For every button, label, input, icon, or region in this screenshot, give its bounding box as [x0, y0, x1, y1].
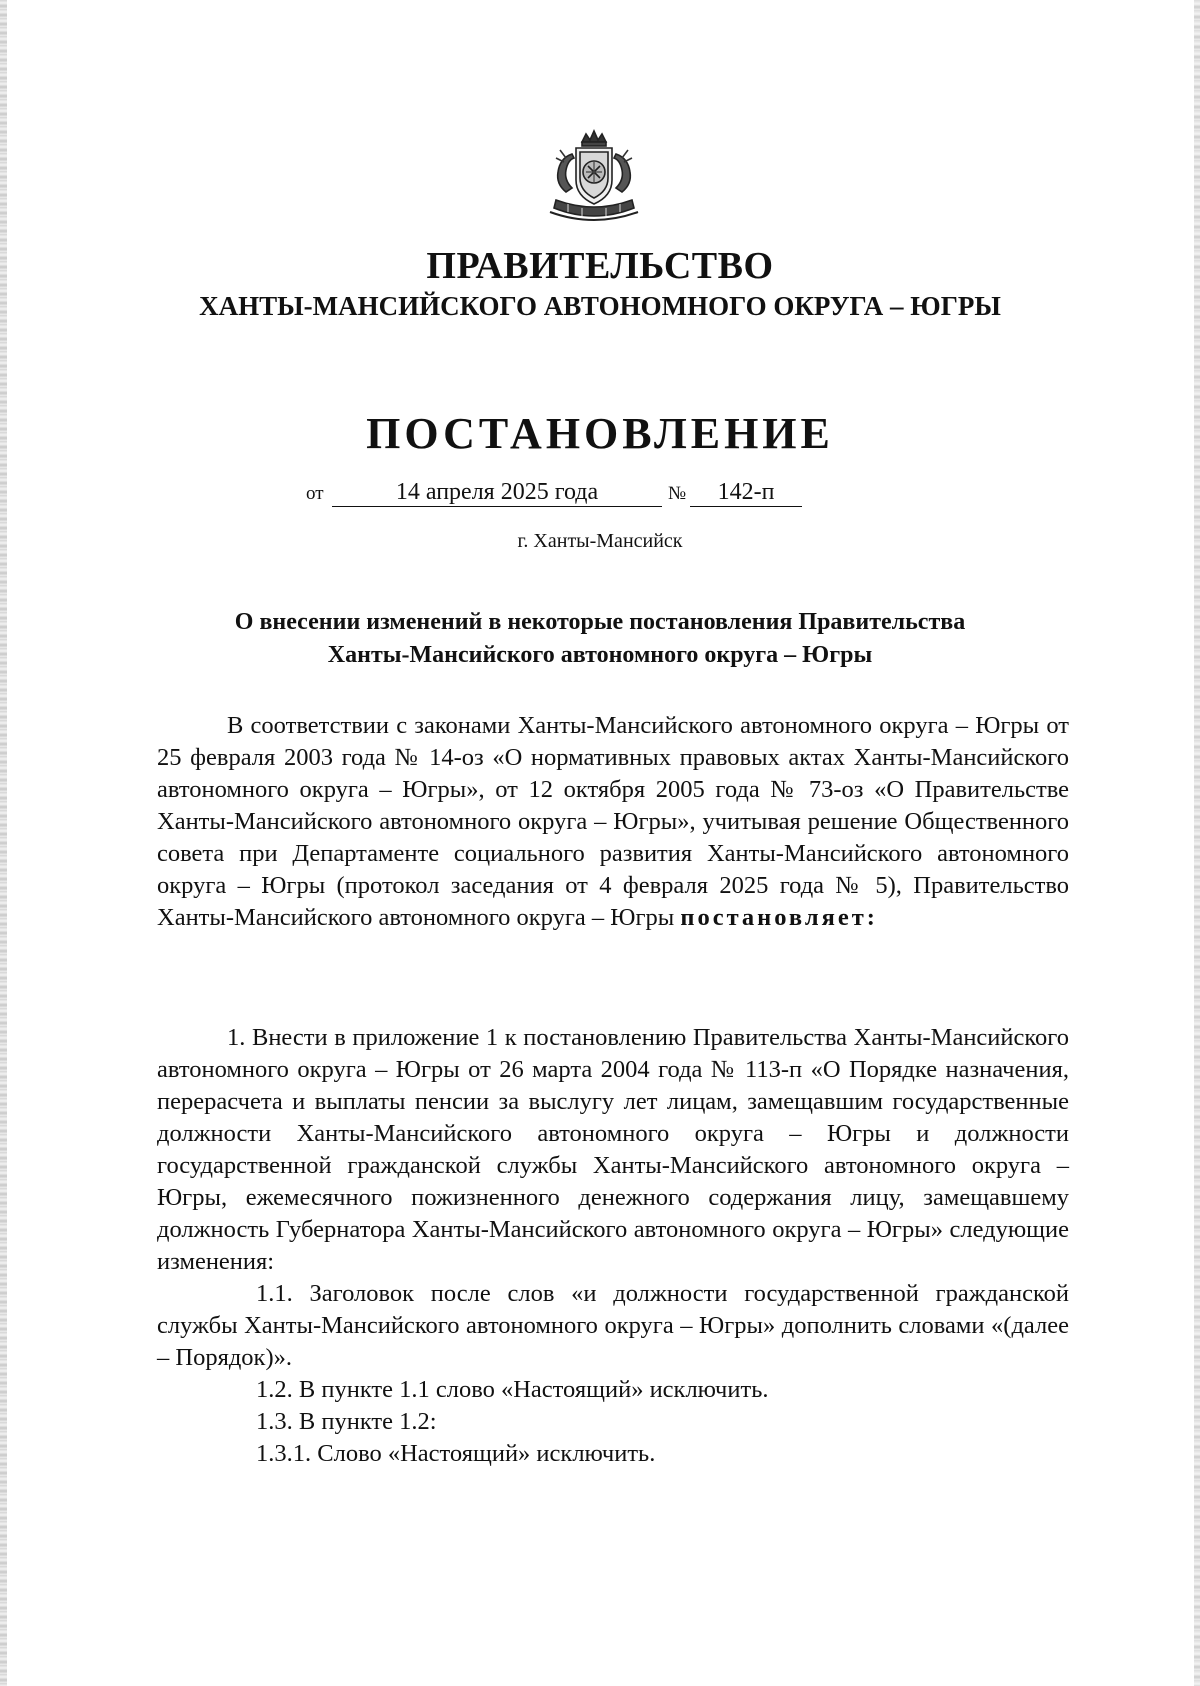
item-1-1: 1.1. Заголовок после слов «и должности государственной гражданской службы Ханты-Мансийского автономного округа – Югры» дополнить словами «(далее – Порядок)». [157, 1280, 1069, 1371]
date-prefix: от [306, 483, 324, 504]
document-number: 142-п [690, 476, 802, 507]
item-1-3: 1.3. В пункте 1.2: [256, 1408, 437, 1435]
document-date: 14 апреля 2025 года [332, 476, 662, 507]
document-type: ПОСТАНОВЛЕНИЕ [366, 409, 834, 458]
document-title-line-1: О внесении изменений в некоторые постановления Правительства [234, 609, 966, 635]
document-title [0, 606, 1200, 672]
item-1-3-1: 1.3.1. Слово «Настоящий» исключить. [256, 1440, 656, 1467]
item-1-2: 1.2. В пункте 1.1 слово «Настоящий» исключить. [256, 1376, 769, 1403]
resolves-word: постановляет: [680, 904, 878, 931]
item-1: 1. Внести в приложение 1 к постановлению Правительства Ханты-Мансийского автономного округа – Югры от 26 марта 2004 года № 113-п «О Порядке назначения, перерасчета и выплаты пенсии за выслугу лет лицам, замещавшим государственные должности Ханты-Мансийского автономного округа – Югры и должности государственной гражданской службы Ханты-Мансийского автономного округа – Югры, ежемесячного пожизненного денежного содержания лицу, замещавшему должность Губернатора Ханты-Мансийского автономного округа – Югры» следующие изменения: [157, 1024, 1069, 1275]
document-title-line-2: Ханты-Мансийского автономного округа – Югры [327, 642, 873, 668]
government-title: ПРАВИТЕЛЬСТВО [426, 245, 774, 287]
preamble-paragraph [157, 710, 1069, 934]
resolution-items [157, 1022, 1069, 1470]
government-subtitle: ХАНТЫ-МАНСИЙСКОГО АВТОНОМНОГО ОКРУГА – ЮГРЫ [199, 291, 1001, 321]
coat-of-arms-icon [538, 128, 650, 228]
number-prefix: № [668, 483, 687, 504]
preamble [157, 710, 1069, 934]
preamble-text: В соответствии с законами Ханты-Мансийского автономного округа – Югры от 25 февраля 2003 года № 14-оз «О нормативных правовых актах Ханты-Мансийского автономного округа – Югры», от 12 октября 2005 года № 73-оз «О Правительстве Ханты-Мансийского автономного округа – Югры», учитывая решение Общественного совета при Департаменте социального развития Ханты-Мансийского автономного округа – Югры (протокол заседания от 4 февраля 2025 года № 5), Правительство Ханты-Мансийского автономного округа – Югры [157, 712, 1069, 931]
issue-city: г. Ханты-Мансийск [517, 530, 683, 552]
